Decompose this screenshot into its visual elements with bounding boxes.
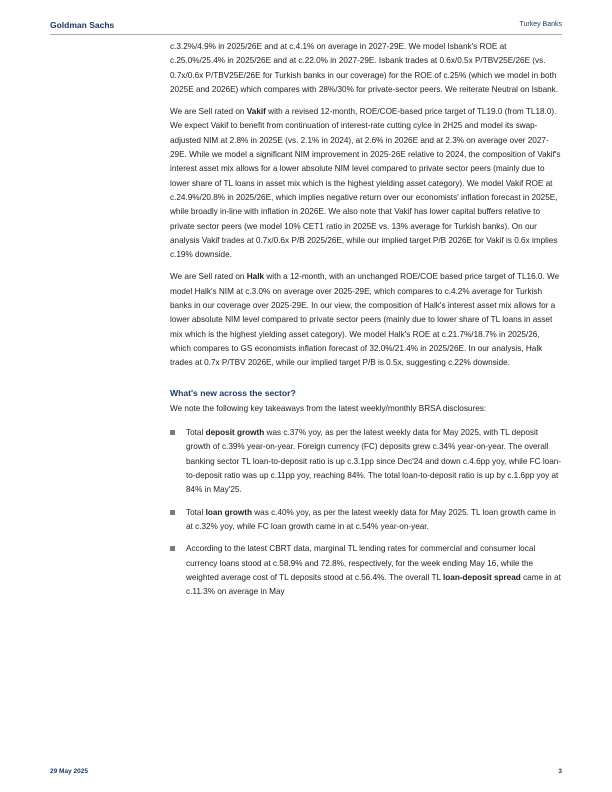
page-header	[50, 20, 562, 34]
brand-name: Goldman Sachs	[50, 20, 115, 30]
paragraph-halk: We are Sell rated on Halk with a 12-month, with an unchanged ROE/COE based price target of TL16.0. We model Halk's NIM at c.3.0% on average over 2025-29E, which compares to c.4.2% average for Turkish banks in our coverage over 2025-29E. In our view, the composition of Halk's interest asset mix allows for a lower absolute NIM level compared to private sector peers (mainly due to lower share of TL loans in asset mix which is the highest yielding asset category). We model Halk's ROE at c.21.7%/18.7% in 2025/26, which compares to GS economists inflation forecast of 32.0%/21.4% in 2025/26E. In our analysis, Halk trades at 0.7x P/TBV 2026E, while our implied target P/B is 0.5x, suggesting c.22% downside.	[170, 272, 560, 368]
bank-name-vakif: Vakif	[246, 107, 266, 117]
paragraph-vakif: We are Sell rated on Vakif with a revised 12-month, ROE/COE-based price target of TL19.0 (from TL18.0). We expect Vakif to benefit from continuation of interest-rate cutting cylce in 2H25 and model its swap-adjusted NIM at 2.8% in 2025E (vs. 2.1% in 2024), at 2.6% in 2026E and at 2.3% on average over 2027-29E. While we model a significant NIM improvement in 2025-26E relative to 2024, the composition of Vakif's interest asset mix allows for a lower absolute NIM level compared to private sector peers (mainly due to lower share of TL loans in asset mix which is the highest yielding asset category). We model Vakif ROE at c.24.9%/20.8% in 2025/26E, which implies negative return over our economists' inflation forecast in 2025E, while broadly in-line with inflation in 2026E. We also note that Vakif has lower capital buffers relative to private sector peers (we model 10% CET1 ratio in 2025E vs. 13% average for Turkish banks). On our analysis Vakif trades at 0.7x/0.6x P/B 2025/26E, while our implied target P/B 2026E for Vakif is 0.6x implies c.19% downside.	[170, 107, 561, 260]
takeaways-list	[170, 426, 562, 599]
section-heading: What's new across the sector?	[170, 387, 296, 398]
page-number: 3	[558, 768, 562, 775]
header-rule	[50, 34, 562, 35]
report-date: 29 May 2025	[50, 768, 88, 775]
list-item: Total deposit growth was c.37% yoy, as per the latest weekly data for May 2025, with TL deposit growth of c.39% year-on-year. Foreign currency (FC) deposits grew c.34% year-on-year. The overall banking sector TL loan-to-deposit ratio is up c.3.1pp since Dec'24 and down c.4.6pp yoy, while FC loan-to-deposit ratio was up c.11pp yoy, reaching 84%. The total loan-to-deposit ratio is up by c.1.6pp yoy at 84% in May'25.	[170, 426, 562, 497]
report-body	[170, 40, 562, 607]
paragraph-isbank: c.3.2%/4.9% in 2025/26E and at c.4.1% on average in 2027-29E. We model Isbank's ROE at c.25.0%/25.4% in 2025/26E and at c.22.0% in 2027-29E. Isbank trades at 0.6x/0.5x P/TBV25E/26E (vs. 0.7x/0.6x P/TBV25E/26E for Turkish banks in our coverage) for the ROE of c.25% (which we model in both 2025E and 2026E) which compares with 28%/30% for private-sector peers. We reiterate Neutral on Isbank.	[170, 42, 559, 94]
square-bullet-icon	[170, 510, 175, 515]
list-item: Total loan growth was c.40% yoy, as per the latest weekly data for May 2025. TL loan growth came in at c.32% yoy, while FC loan growth came in at c.54% year-on-year.	[170, 506, 562, 535]
report-section: Turkey Banks	[519, 21, 562, 28]
square-bullet-icon	[170, 546, 175, 551]
section-intro: We note the following key takeaways from the latest weekly/monthly BRSA disclosures:	[170, 403, 487, 413]
list-item: According to the latest CBRT data, marginal TL lending rates for commercial and consumer local currency loans stood at c.58.9% and 72.8%, respectively, for the week ending May 16, while the weighted average cost of TL deposits stood at c.56.4%. The overall TL loan-deposit spread came in at c.11.3% on average in May	[170, 542, 562, 599]
square-bullet-icon	[170, 430, 175, 435]
bank-name-halk: Halk	[246, 272, 265, 282]
